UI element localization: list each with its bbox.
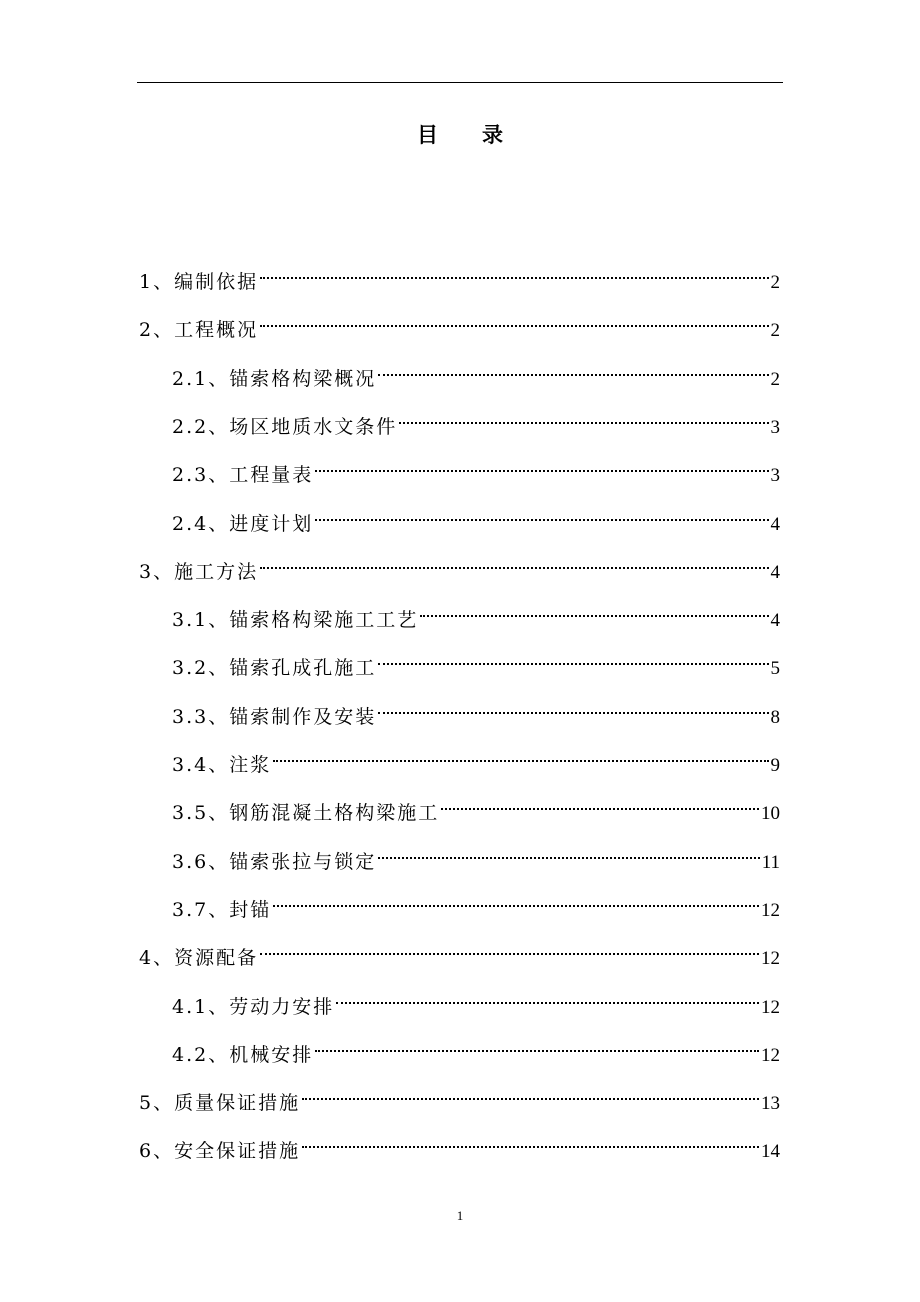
toc-entry-label: 1、编制依据 <box>139 271 259 293</box>
toc-entry-label: 4.2、机械安排 <box>172 1044 314 1066</box>
toc-entry[interactable] <box>172 644 780 679</box>
toc-entry-label: 2.2、场区地质水文条件 <box>172 416 398 438</box>
toc-entry-page: 3 <box>770 465 780 486</box>
toc-entry[interactable] <box>172 838 780 873</box>
toc-entry[interactable] <box>172 403 780 438</box>
toc-entry[interactable] <box>172 983 780 1018</box>
toc-entry-page: 5 <box>770 658 780 679</box>
toc-dot-leader <box>315 1031 759 1061</box>
toc-entry-label: 2.3、工程量表 <box>172 464 314 486</box>
toc-entry[interactable] <box>172 500 780 535</box>
toc-entry-label: 3.5、钢筋混凝土格构梁施工 <box>172 802 440 824</box>
toc-dot-leader <box>315 451 768 481</box>
toc-dot-leader <box>260 934 759 964</box>
toc-entry[interactable] <box>139 934 780 969</box>
toc-entry[interactable] <box>139 1079 780 1114</box>
toc-entry[interactable] <box>172 451 780 486</box>
toc-entry-label: 3.4、注浆 <box>172 754 272 776</box>
toc-entry-page: 4 <box>770 610 780 631</box>
toc-title: 目录 <box>417 122 547 147</box>
toc-dot-leader <box>399 403 768 433</box>
toc-entry-page: 11 <box>761 852 780 873</box>
toc-entry[interactable] <box>172 789 780 824</box>
toc-dot-leader <box>420 596 768 626</box>
toc-dot-leader <box>260 306 768 336</box>
toc-entry-page: 4 <box>770 562 780 583</box>
toc-dot-leader <box>378 644 768 674</box>
toc-entry[interactable] <box>172 693 780 728</box>
toc-entry[interactable] <box>172 886 780 921</box>
toc-entry[interactable] <box>139 306 780 341</box>
toc-entry-label: 6、安全保证措施 <box>139 1140 301 1162</box>
toc-entry-page: 13 <box>761 1093 780 1114</box>
toc-dot-leader <box>336 983 759 1013</box>
toc-dot-leader <box>302 1127 759 1157</box>
toc-entry[interactable] <box>139 1127 780 1162</box>
toc-entry-label: 2、工程概况 <box>139 319 259 341</box>
toc-entry-page: 2 <box>770 320 780 341</box>
toc-entry[interactable] <box>172 741 780 776</box>
toc-entry-page: 12 <box>761 1045 780 1066</box>
toc-entry-page: 2 <box>770 272 780 293</box>
toc-entry-page: 4 <box>770 514 780 535</box>
toc-entry-label: 4、资源配备 <box>139 947 259 969</box>
toc-entry-page: 2 <box>770 369 780 390</box>
toc-entry-label: 2.4、进度计划 <box>172 513 314 535</box>
toc-entry-label: 3、施工方法 <box>139 561 259 583</box>
toc-entry-page: 10 <box>761 803 780 824</box>
toc-entry[interactable] <box>139 548 780 583</box>
toc-dot-leader <box>260 258 768 288</box>
toc-entry[interactable] <box>139 258 780 293</box>
toc-entry-label: 3.7、封锚 <box>172 899 272 921</box>
toc-entry-label: 3.1、锚索格构梁施工工艺 <box>172 609 419 631</box>
toc-entry-page: 8 <box>770 707 780 728</box>
toc-entry-label: 4.1、劳动力安排 <box>172 996 335 1018</box>
toc-entry-label: 3.6、锚索张拉与锁定 <box>172 851 377 873</box>
toc-entry-page: 3 <box>770 417 780 438</box>
toc-dot-leader <box>378 693 768 723</box>
toc-entry-page: 12 <box>761 997 780 1018</box>
toc-entry-page: 12 <box>761 948 780 969</box>
toc-entry-label: 5、质量保证措施 <box>139 1092 301 1114</box>
toc-entry[interactable] <box>172 1031 780 1066</box>
toc-entry[interactable] <box>172 355 780 390</box>
toc-entry-page: 14 <box>761 1141 780 1162</box>
toc-entry-label: 3.3、锚索制作及安装 <box>172 706 377 728</box>
toc-dot-leader <box>273 741 768 771</box>
toc-dot-leader <box>378 355 768 385</box>
toc-entry[interactable] <box>172 596 780 631</box>
toc-entry-page: 12 <box>761 900 780 921</box>
footer-page-number: 1 <box>456 1208 464 1223</box>
toc-dot-leader <box>260 548 768 578</box>
toc-dot-leader <box>302 1079 759 1109</box>
toc-dot-leader <box>378 838 759 868</box>
toc-dot-leader <box>441 789 759 819</box>
toc-entry-label: 2.1、锚索格构梁概况 <box>172 368 377 390</box>
toc-dot-leader <box>315 500 768 530</box>
toc-entry-page: 9 <box>770 755 780 776</box>
toc-entry-label: 3.2、锚索孔成孔施工 <box>172 657 377 679</box>
toc-dot-leader <box>273 886 759 916</box>
